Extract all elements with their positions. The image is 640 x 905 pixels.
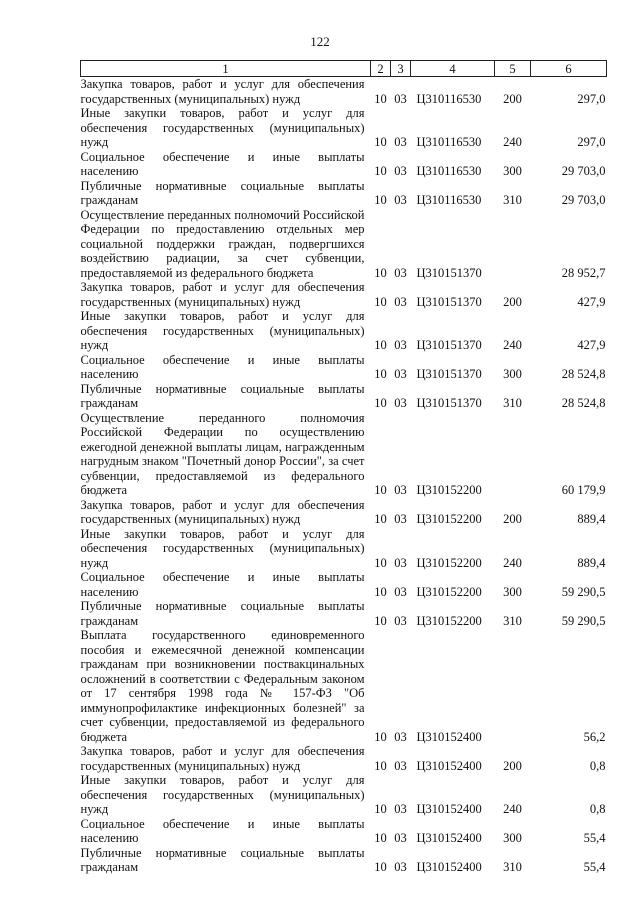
row-description: Осуществление переданных полномочий Российской Федерации по предоставлению отдельных мер социальной поддержки граждан, подвергшихся воздействию радиации, за счет субвенции, предоставляемой из федерального бюджета <box>80 207 365 280</box>
row-section-code: 10 <box>374 135 387 149</box>
row-description: Иные закупки товаров, работ и услуг для обеспечения государственных (муниципальных) нужд <box>80 106 365 149</box>
row-expense-type-code <box>495 411 531 498</box>
row-description: Публичные нормативные социальные выплаты гражданам <box>80 381 365 410</box>
table-row <box>81 382 607 411</box>
table-row <box>81 628 607 744</box>
row-description: Выплата государственного единовременного пособия и ежемесячной денежной компенсации гражданам при возникновении поствакцинальных осложнений в соответствии с Федеральным законом от 17 сентября 1998 года № 157-ФЗ "Об иммунопрофилактике инфекционных болезней" за счет субвенции, предоставляемой из федерального бюджета <box>80 628 365 744</box>
row-description: Закупка товаров, работ и услуг для обеспечения государственных (муниципальных) нужд <box>80 77 365 106</box>
table-row <box>81 744 607 773</box>
column-header-2: 2 <box>371 61 391 77</box>
row-expense-type-code: 300 <box>503 584 522 599</box>
row-subsection-code: 03 <box>394 613 407 628</box>
table-row <box>81 150 607 179</box>
row-expense-type-code: 200 <box>503 512 522 526</box>
row-description: Закупка товаров, работ и услуг для обеспечения государственных (муниципальных) нужд <box>80 744 365 773</box>
row-target-article-code: Ц310116530 <box>416 164 482 178</box>
table-row <box>81 309 607 353</box>
row-description: Социальное обеспечение и иные выплаты населению <box>80 352 365 381</box>
row-amount: 889,4 <box>577 555 606 570</box>
table-row <box>81 817 607 846</box>
column-header-3: 3 <box>391 61 411 77</box>
row-subsection-code: 03 <box>394 265 407 280</box>
row-section-code: 10 <box>374 512 387 526</box>
row-subsection-code: 03 <box>394 512 407 526</box>
row-description: Иные закупки товаров, работ и услуг для обеспечения государственных (муниципальных) нужд <box>80 309 365 352</box>
row-target-article-code: Ц310152200 <box>416 483 482 497</box>
row-expense-type-code: 310 <box>503 613 522 628</box>
row-amount: 297,0 <box>577 91 606 106</box>
table-header <box>81 61 607 77</box>
table-body <box>81 77 607 875</box>
row-subsection-code: 03 <box>394 729 407 744</box>
row-subsection-code: 03 <box>394 584 407 599</box>
row-section-code: 10 <box>374 367 387 381</box>
row-section-code: 10 <box>374 91 387 106</box>
row-expense-type-code: 240 <box>503 338 522 352</box>
table-row <box>81 570 607 599</box>
row-subsection-code: 03 <box>394 483 407 497</box>
row-section-code: 10 <box>374 164 387 178</box>
row-target-article-code: Ц310152400 <box>416 729 482 744</box>
row-subsection-code: 03 <box>394 193 407 207</box>
row-subsection-code: 03 <box>394 338 407 352</box>
row-target-article-code: Ц310151370 <box>416 396 482 410</box>
row-amount: 55,4 <box>583 860 606 874</box>
row-expense-type-code: 200 <box>503 294 522 309</box>
row-subsection-code: 03 <box>394 367 407 381</box>
row-section-code: 10 <box>374 584 387 599</box>
row-target-article-code: Ц310151370 <box>416 294 482 309</box>
row-subsection-code: 03 <box>394 135 407 149</box>
row-expense-type-code: 300 <box>503 367 522 381</box>
column-header-5: 5 <box>495 61 531 77</box>
table-row <box>81 846 607 875</box>
budget-table <box>80 60 607 875</box>
row-expense-type-code: 310 <box>503 396 522 410</box>
row-description: Закупка товаров, работ и услуг для обеспечения государственных (муниципальных) нужд <box>80 280 365 309</box>
row-amount: 427,9 <box>577 338 606 352</box>
row-amount: 0,8 <box>589 802 606 816</box>
row-amount: 55,4 <box>583 831 606 845</box>
row-target-article-code: Ц310152200 <box>416 555 482 570</box>
row-description: Иные закупки товаров, работ и услуг для обеспечения государственных (муниципальных) нужд <box>80 773 365 816</box>
row-section-code: 10 <box>374 265 387 280</box>
row-amount: 28 524,8 <box>561 396 606 410</box>
row-description: Иные закупки товаров, работ и услуг для обеспечения государственных (муниципальных) нужд <box>80 526 365 570</box>
row-amount: 427,9 <box>577 294 606 309</box>
row-subsection-code: 03 <box>394 831 407 845</box>
row-expense-type-code: 300 <box>503 164 522 178</box>
row-target-article-code: Ц310152200 <box>416 584 482 599</box>
row-subsection-code: 03 <box>394 860 407 874</box>
row-description: Социальное обеспечение и иные выплаты населению <box>80 816 365 845</box>
table-row <box>81 77 607 107</box>
row-section-code: 10 <box>374 758 387 773</box>
table-row <box>81 353 607 382</box>
table-row <box>81 280 607 309</box>
row-section-code: 10 <box>374 802 387 816</box>
table-row <box>81 208 607 281</box>
table-row <box>81 599 607 628</box>
row-amount: 28 524,8 <box>561 367 606 381</box>
row-amount: 297,0 <box>577 135 606 149</box>
row-amount: 0,8 <box>589 758 606 773</box>
row-subsection-code: 03 <box>394 555 407 570</box>
row-subsection-code: 03 <box>394 758 407 773</box>
row-amount: 60 179,9 <box>561 483 606 497</box>
row-target-article-code: Ц310152400 <box>416 831 482 845</box>
row-amount: 56,2 <box>583 729 606 744</box>
row-section-code: 10 <box>374 831 387 845</box>
row-section-code: 10 <box>374 396 387 410</box>
row-amount: 59 290,5 <box>561 613 606 628</box>
row-target-article-code: Ц310116530 <box>416 193 482 207</box>
row-target-article-code: Ц310152200 <box>416 512 482 526</box>
header-row <box>81 61 607 77</box>
row-target-article-code: Ц310152400 <box>416 758 482 773</box>
row-target-article-code: Ц310151370 <box>416 367 482 381</box>
row-section-code: 10 <box>374 338 387 352</box>
row-target-article-code: Ц310116530 <box>416 135 482 149</box>
column-header-6: 6 <box>531 61 607 77</box>
row-section-code: 10 <box>374 860 387 874</box>
row-amount: 28 952,7 <box>561 265 606 280</box>
row-expense-type-code: 240 <box>503 555 522 570</box>
row-target-article-code: Ц310151370 <box>416 265 482 280</box>
row-section-code: 10 <box>374 613 387 628</box>
table-row <box>81 106 607 150</box>
row-expense-type-code: 300 <box>503 831 522 845</box>
table-row <box>81 773 607 817</box>
row-expense-type-code: 310 <box>503 860 522 874</box>
row-section-code: 10 <box>374 555 387 570</box>
row-target-article-code: Ц310116530 <box>416 91 482 106</box>
table-row <box>81 527 607 571</box>
table-row <box>81 411 607 498</box>
row-description: Закупка товаров, работ и услуг для обеспечения государственных (муниципальных) нужд <box>80 497 365 526</box>
row-section-code: 10 <box>374 729 387 744</box>
row-target-article-code: Ц310152200 <box>416 613 482 628</box>
table-row <box>81 179 607 208</box>
row-description: Публичные нормативные социальные выплаты гражданам <box>80 178 365 207</box>
row-target-article-code: Ц310152400 <box>416 860 482 874</box>
row-expense-type-code: 240 <box>503 802 522 816</box>
row-subsection-code: 03 <box>394 396 407 410</box>
row-amount: 29 703,0 <box>561 193 606 207</box>
row-expense-type-code <box>495 208 531 281</box>
table-row <box>81 498 607 527</box>
row-description: Осуществление переданного полномочия Российской Федерации по осуществлению ежегодной денежной выплаты лицам, награжденным нагрудным знаком "Почетный донор России", за счет субвенции, предоставляемой из федерального бюджета <box>80 410 365 497</box>
row-amount: 889,4 <box>577 512 606 526</box>
row-description: Публичные нормативные социальные выплаты гражданам <box>80 845 365 874</box>
row-expense-type-code: 310 <box>503 193 522 207</box>
row-subsection-code: 03 <box>394 802 407 816</box>
row-expense-type-code: 240 <box>503 135 522 149</box>
row-subsection-code: 03 <box>394 164 407 178</box>
row-amount: 29 703,0 <box>561 164 606 178</box>
row-section-code: 10 <box>374 193 387 207</box>
row-target-article-code: Ц310152400 <box>416 802 482 816</box>
row-section-code: 10 <box>374 294 387 309</box>
row-expense-type-code: 200 <box>503 758 522 773</box>
row-subsection-code: 03 <box>394 91 407 106</box>
row-section-code: 10 <box>374 483 387 497</box>
row-target-article-code: Ц310151370 <box>416 338 482 352</box>
row-description: Публичные нормативные социальные выплаты гражданам <box>80 599 365 628</box>
row-expense-type-code <box>495 628 531 744</box>
column-header-1: 1 <box>81 61 371 77</box>
row-description: Социальное обеспечение и иные выплаты населению <box>80 570 365 599</box>
row-description: Социальное обеспечение и иные выплаты населению <box>80 149 365 178</box>
row-amount: 59 290,5 <box>561 584 606 599</box>
page-number: 122 <box>310 34 330 49</box>
row-expense-type-code: 200 <box>503 91 522 106</box>
column-header-4: 4 <box>411 61 495 77</box>
row-subsection-code: 03 <box>394 294 407 309</box>
